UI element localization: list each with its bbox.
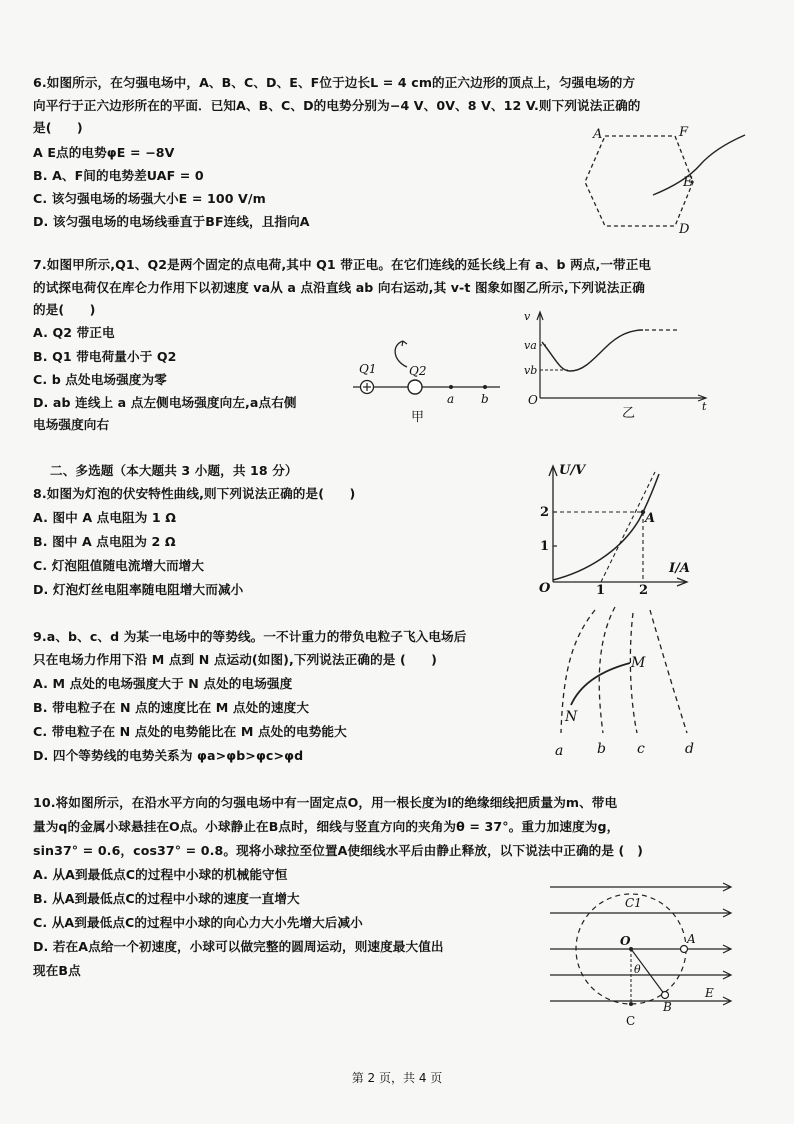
q7-option-d-line-2: 电场强度向右 xyxy=(33,417,110,432)
q8-label-u: U/V xyxy=(559,463,586,478)
q10-ball-b xyxy=(662,992,669,999)
q9-option-d: D. 四个等势线的电势关系为 φa>φb>φc>φd xyxy=(33,748,304,763)
q9-line-d xyxy=(650,610,687,733)
q7-label-q1: Q1 xyxy=(359,362,377,376)
q6-option-c: C. 该匀强电场的场强大小E = 100 V/m xyxy=(33,191,266,206)
section-title-multi-choice: 二、多选题（本大题共 3 小题，共 18 分） xyxy=(50,463,298,478)
page-footer: 第 2 页，共 4 页 xyxy=(351,1071,443,1085)
q7-vt-curve xyxy=(542,330,643,371)
q7-option-b: B. Q1 带电荷量小于 Q2 xyxy=(33,349,177,364)
q6-hexagon xyxy=(585,136,693,226)
q6-hexagon-figure xyxy=(575,120,750,240)
q7-option-a: A. Q2 带正电 xyxy=(33,325,115,340)
q9-label-c: c xyxy=(637,741,645,757)
q7-option-d-line-1: D. ab 连线上 a 点左侧电场强度向左,a点右侧 xyxy=(33,395,297,410)
q7-label-va: va xyxy=(524,339,537,352)
q9-trajectory xyxy=(571,663,630,705)
q9-label-a: a xyxy=(555,743,564,759)
q9-equipotential-figure xyxy=(545,605,705,765)
q6-label-e: E xyxy=(683,175,693,190)
q7-label-q2: Q2 xyxy=(409,364,427,378)
q10-option-b: B. 从A到最低点C的过程中小球的速度一直增大 xyxy=(33,891,300,906)
q7-stem-line-2: 的试探电荷仅在库仑力作用下以初速度 va从 a 点沿直线 ab 向右运动,其 v-t 图象如图乙所示,下列说法正确 xyxy=(33,280,645,295)
q7-stem-line-3: 的是( ) xyxy=(33,302,96,317)
q6-field-line xyxy=(653,135,745,195)
q10-stem-line-1: 10.将如图所示，在沿水平方向的匀强电场中有一固定点O，用一根长度为l的绝缘细线把质量为m、带电 xyxy=(33,795,618,810)
q6-stem-line-3: 是( ) xyxy=(33,120,83,135)
q7-label-jia: 甲 xyxy=(411,410,425,425)
q6-option-a: A E点的电势φE = −8V xyxy=(33,145,175,160)
q10-option-d-line-1: D. 若在A点给一个初速度，小球可以做完整的圆周运动，则速度最大值出 xyxy=(33,939,444,954)
q8-tick-u-2: 2 xyxy=(540,505,550,520)
q6-stem-line-1: 6.如图所示，在匀强电场中，A、B、C、D、E、F位于边长L = 4 cm的正六边形的顶点上，匀强电场的方 xyxy=(33,75,636,90)
q7-point-b xyxy=(483,385,487,389)
q8-tick-i-2: 2 xyxy=(639,583,649,598)
q9-option-b: B. 带电粒子在 N 点的速度比在 M 点处的速度大 xyxy=(33,700,310,715)
q8-label-o: O xyxy=(539,581,551,596)
q9-option-a: A. M 点处的电场强度大于 N 点处的电场强度 xyxy=(33,676,293,691)
q8-option-a: A. 图中 A 点电阻为 1 Ω xyxy=(33,510,177,525)
q9-stem-line-2: 只在电场力作用下沿 M 点到 N 点运动(如图),下列说法正确的是 ( ) xyxy=(33,652,438,667)
q8-option-c: C. 灯泡阻值随电流增大而增大 xyxy=(33,558,205,573)
q7-curve-arrow xyxy=(395,341,407,367)
q10-label-a: A xyxy=(687,932,696,946)
q7-label-t: t xyxy=(702,400,707,413)
q8-label-a: A xyxy=(645,511,656,526)
q7-point-a xyxy=(449,385,453,389)
q10-stem-line-3: sin37° = 0.6，cos37° = 0.8。现将小球拉至位置A使细线水平后由静止释放，以下说法中正确的是 ( ) xyxy=(33,843,643,858)
q7-label-b: b xyxy=(481,392,489,406)
q10-ball-a xyxy=(681,946,688,953)
q10-label-c: C xyxy=(626,1014,636,1028)
q7-label-a: a xyxy=(447,392,455,406)
q10-label-c1: C1 xyxy=(625,896,642,910)
q10-option-d-line-2: 现在B点 xyxy=(33,963,81,978)
q10-option-c: C. 从A到最低点C的过程中小球的向心力大小先增大后减小 xyxy=(33,915,363,930)
q10-point-c xyxy=(629,1002,633,1006)
q9-line-c xyxy=(630,613,637,733)
q8-label-i: I/A xyxy=(669,561,690,576)
q6-stem-line-2: 向平行于正六边形所在的平面．已知A、B、C、D的电势分别为−4 V、0V、8 V、12 V.则下列说法正确的 xyxy=(33,98,641,113)
q10-label-b: B xyxy=(663,1000,672,1014)
q9-label-n: N xyxy=(565,709,578,725)
q7-label-yi: 乙 xyxy=(622,406,636,421)
q6-label-f: F xyxy=(679,125,689,140)
q8-option-b: B. 图中 A 点电阻为 2 Ω xyxy=(33,534,176,549)
q10-label-e: E xyxy=(705,986,714,1000)
q10-stem-line-2: 量为q的金属小球悬挂在O点。小球静止在B点时，细线与竖直方向的夹角为θ = 37°。重力加速度为g， xyxy=(33,819,620,834)
q7-label-v: v xyxy=(524,310,531,323)
q10-label-theta: θ xyxy=(634,963,641,976)
q8-iv-curve-figure xyxy=(535,460,695,600)
q10-circular-motion-figure xyxy=(545,875,745,1035)
q6-option-d: D. 该匀强电场的电场线垂直于BF连线，且指向A xyxy=(33,214,310,229)
q9-label-d: d xyxy=(685,741,694,757)
q6-label-d: D xyxy=(679,222,690,237)
q10-option-a: A. 从A到最低点C的过程中小球的机械能守恒 xyxy=(33,867,288,882)
q8-tick-u-1: 1 xyxy=(540,539,550,554)
q9-label-b: b xyxy=(597,741,606,757)
q8-option-d: D. 灯泡灯丝电阻率随电阻增大而减小 xyxy=(33,582,244,597)
q9-option-c: C. 带电粒子在 N 点处的电势能比在 M 点处的电势能大 xyxy=(33,724,347,739)
q7-label-vb: vb xyxy=(524,364,538,377)
q8-tangent-line xyxy=(601,472,655,582)
q7-stem-line-1: 7.如图甲所示,Q1、Q2是两个固定的点电荷,其中 Q1 带正电。在它们连线的延长线上有 a、b 两点,一带正电 xyxy=(33,257,652,272)
q6-option-b: B. A、F间的电势差UAF = 0 xyxy=(33,168,204,183)
q7-charge-q2 xyxy=(408,380,422,394)
q8-tick-i-1: 1 xyxy=(596,583,606,598)
q9-label-m: M xyxy=(631,655,646,671)
q9-line-b xyxy=(599,607,615,733)
q7-fig-yi-vt-graph xyxy=(520,308,715,421)
q7-option-c: C. b 点处电场强度为零 xyxy=(33,372,167,387)
q9-stem-line-1: 9.a、b、c、d 为某一电场中的等势线。一不计重力的带负电粒子飞入电场后 xyxy=(33,629,467,644)
q7-label-o: O xyxy=(528,393,538,407)
q7-fig-jia xyxy=(345,333,510,433)
q6-label-a: A xyxy=(593,127,603,142)
q10-label-o: O xyxy=(620,934,631,948)
q8-stem: 8.如图为灯泡的伏安特性曲线,则下列说法正确的是( ) xyxy=(33,486,356,501)
